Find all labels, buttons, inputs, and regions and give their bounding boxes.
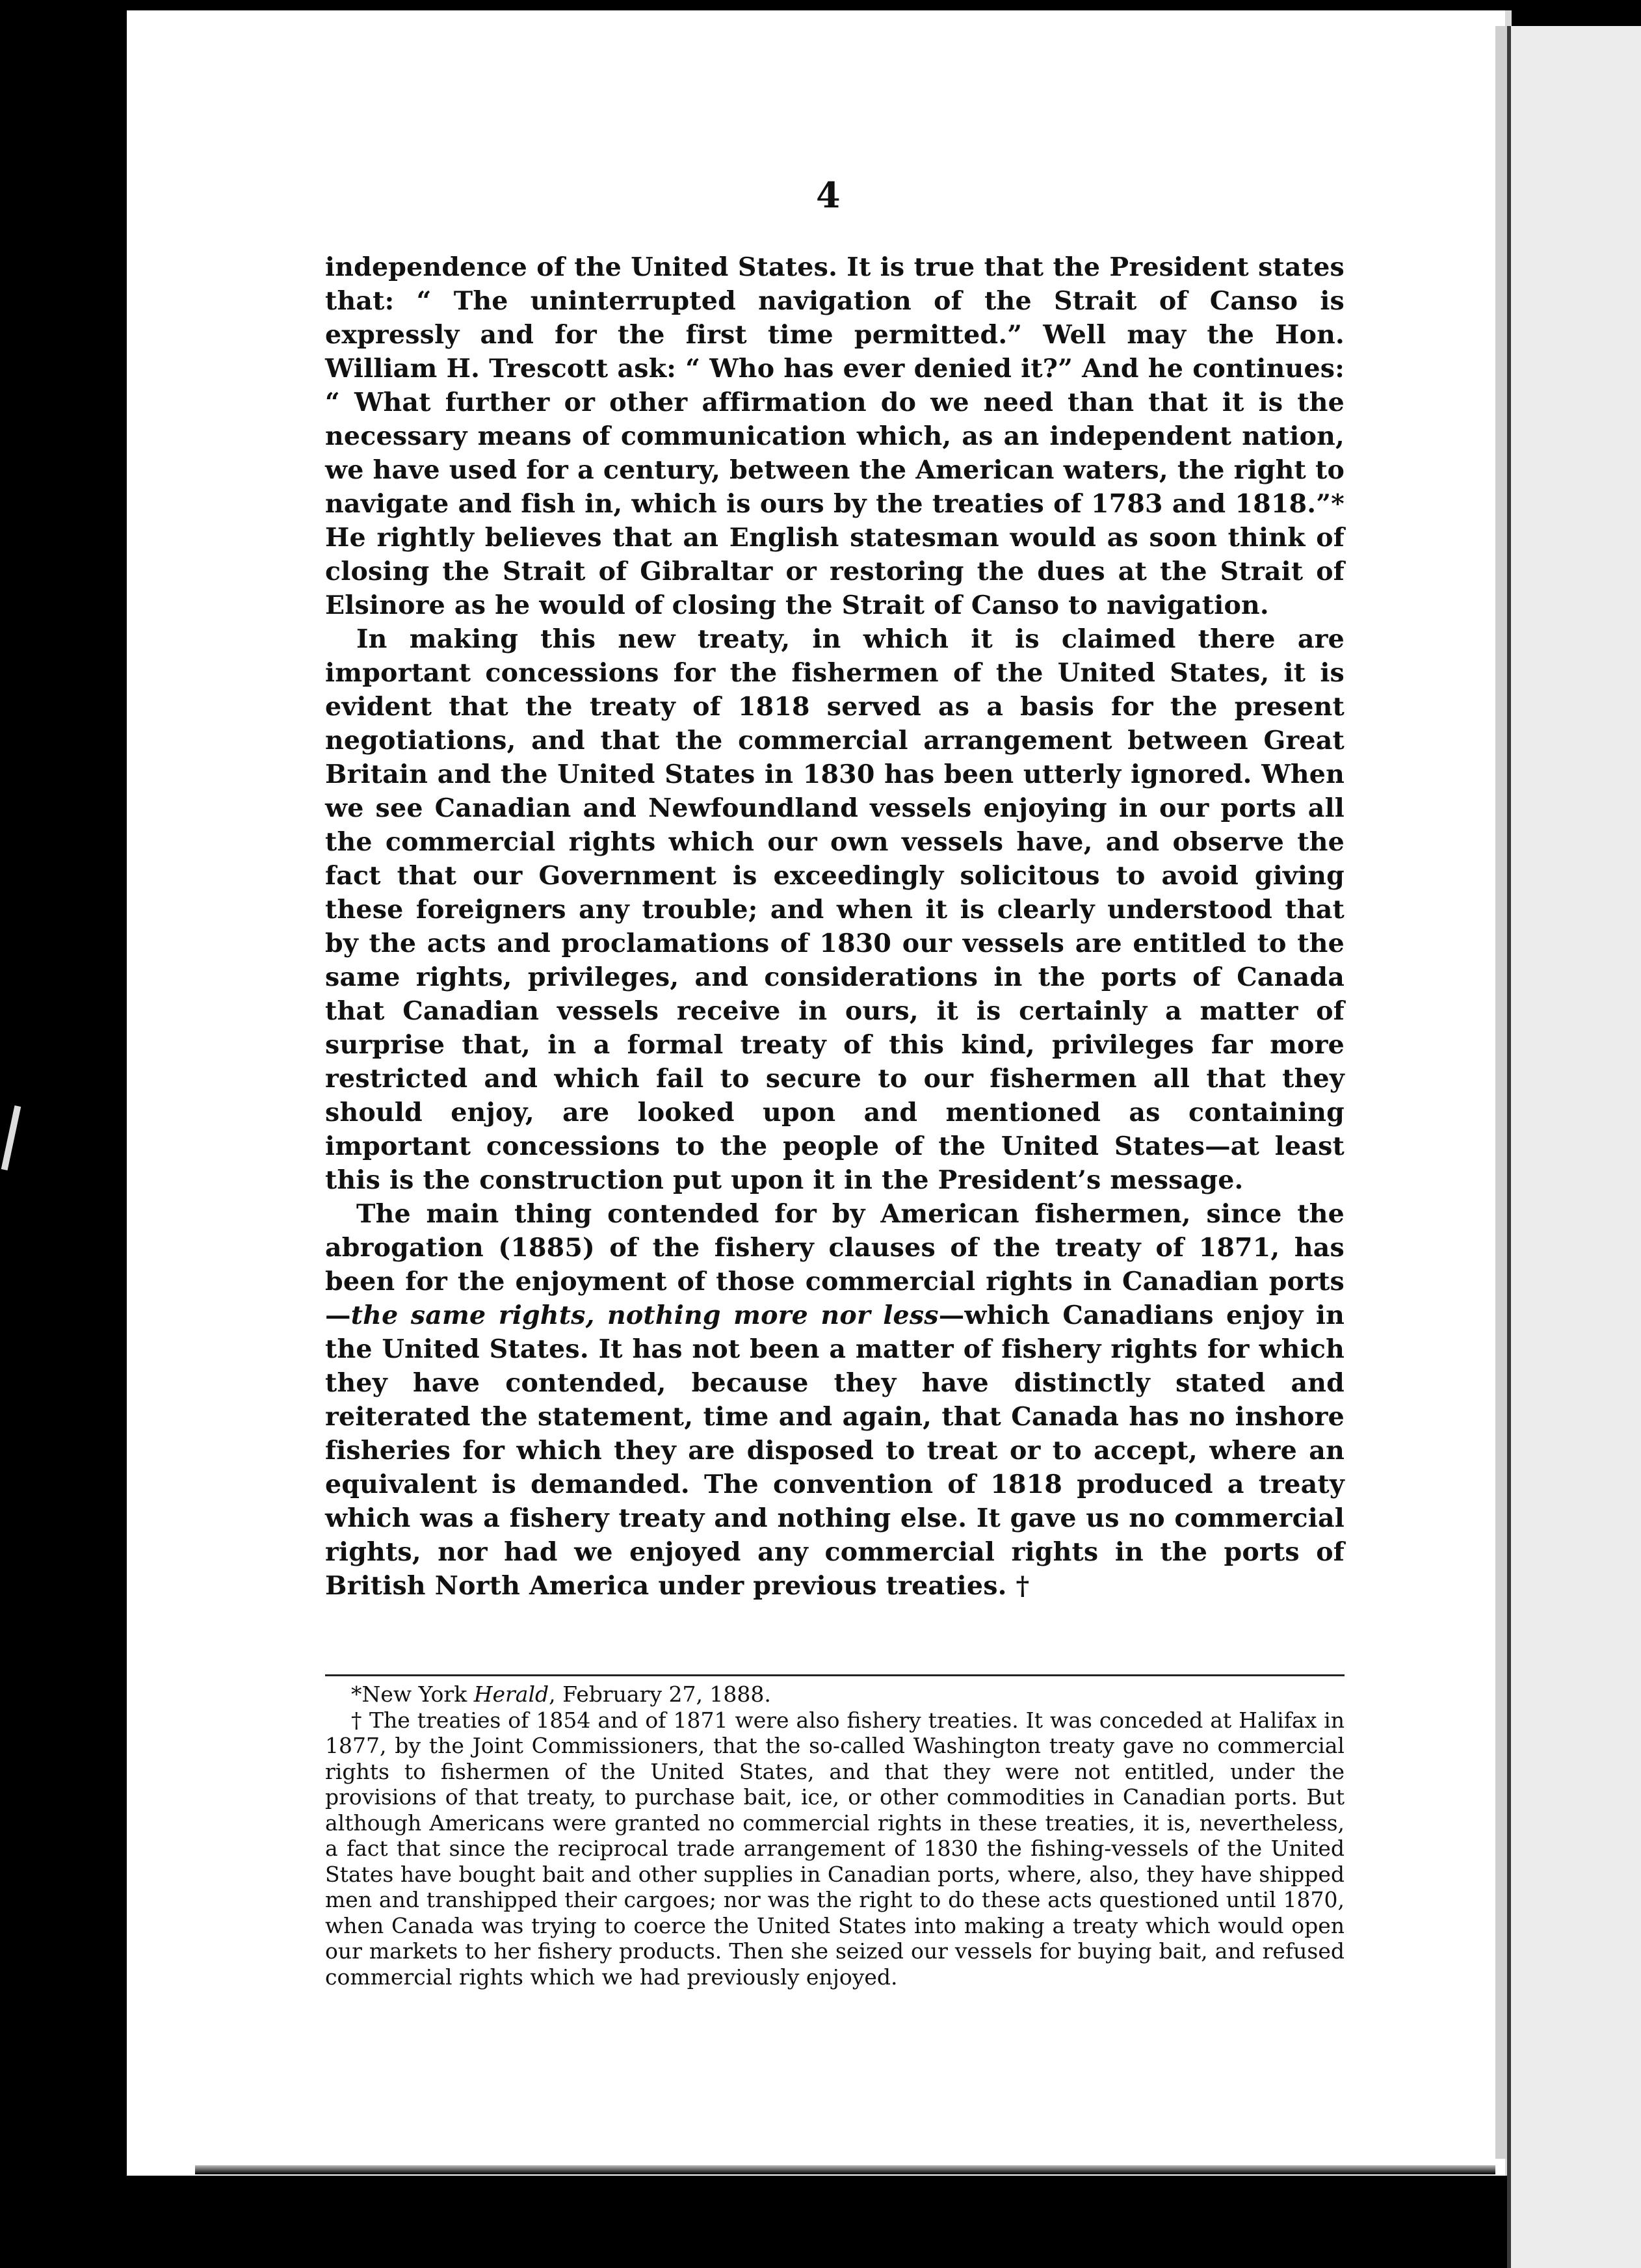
body-text xyxy=(325,250,1345,1603)
scan-mark xyxy=(1,1105,21,1170)
paragraph-2: In making this new treaty, in which it is claimed there are important concessions for the fishermen of the United States, it is evident that the treaty of 1818 served as a basis for the present negotiations, and that the commercial arrangement between Great Britain and the United States in 1830 has been utterly ignored. When we see Canadian and Newfoundland vessels enjoying in our ports all the commercial rights which our own vessels have, and observe the fact that our Government is exceedingly solicitous to avoid giving these foreigners any trouble; and when it is clearly understood that by the acts and proclamations of 1830 our vessels are entitled to the same rights, privileges, and considerations in the ports of Canada that Canadian vessels receive in ours, it is certainly a matter of surprise that, in a formal treaty of this kind, privileges far more restricted and which fail to secure to our fishermen all that they should enjoy, are looked upon and mentioned as containing important concessions to the people of the United States—at least this is the construction put upon it in the President’s message. xyxy=(325,624,1345,1195)
footnote-treaties: † The treaties of 1854 and of 1871 were also fishery treaties. It was conceded at Halifax in 1877, by the Joint Commissioners, that the so-called Washington treaty gave no commercial rights to fishermen of the United States, and that they were not entitled, under the provisions of that treaty, to purchase bait, ice, or other commodities in Canadian ports. But although Americans were granted no commercial rights in these treaties, it is, nevertheless, a fact that since the reciprocal trade arrangement of 1830 the fishing-vessels of the United States have bought bait and other supplies in Canadian ports, where, also, they have shipped men and transhipped their cargoes; nor was the right to do these acts questioned until 1870, when Canada was trying to coerce the United States into making a treaty which would open our markets to her fishery products. Then she seized our vessels for buying bait, and refused commercial rights which we had previously enjoyed. xyxy=(325,1707,1345,1990)
page-number: 4 xyxy=(816,174,841,216)
paragraph-1: independence of the United States. It is true that the President states that: “ The uninterrupted navigation of the Strait of Canso is expressly and for the first time permitted.” Well may the Hon. William H. Trescott ask: “ Who has ever denied it?” And he continues: “ What further or other affirmation do we need than that it is the necessary means of communication which, as an independent nation, we have used for a century, between the American waters, the right to navigate and fish in, which is ours by the treaties of 1783 and 1818.”* He rightly believes that an English statesman would as soon think of closing the Strait of Gibraltar or restoring the dues at the Strait of Elsinore as he would of closing the Strait of Canso to navigation. xyxy=(325,252,1345,620)
footnotes xyxy=(325,1674,1345,1990)
paragraph-3-emphasis: the same rights, nothing more nor less xyxy=(350,1300,939,1330)
paragraph-3-start: The main thing contended for by American fishermen, since the abrogation (1885) of the fishery clauses of the treaty of 1871, has been for the enjoyment of those commercial rights in Canadian ports— xyxy=(325,1199,1345,1330)
paragraph-3-end: —which Canadians enjoy in the United States. It has not been a matter of fishery rights for which they have contended, because they have distinctly stated and reiterated the statement, time and again, that Canada has no inshore fisheries for which they are disposed to treat or to accept, where an equivalent is demanded. The convention of 1818 produced a treaty which was a fishery treaty and nothing else. It gave us no commercial rights, nor had we enjoyed any commercial rights in the ports of British North America under previous treaties. † xyxy=(325,1300,1345,1601)
paragraph-3 xyxy=(325,1197,1345,1603)
footnote-herald: *New York Herald, February 27, 1888. xyxy=(351,1681,771,1707)
page-shadow xyxy=(195,2165,1495,2174)
adjacent-page xyxy=(1507,26,1641,2268)
newspaper-title: Herald xyxy=(473,1681,549,1707)
